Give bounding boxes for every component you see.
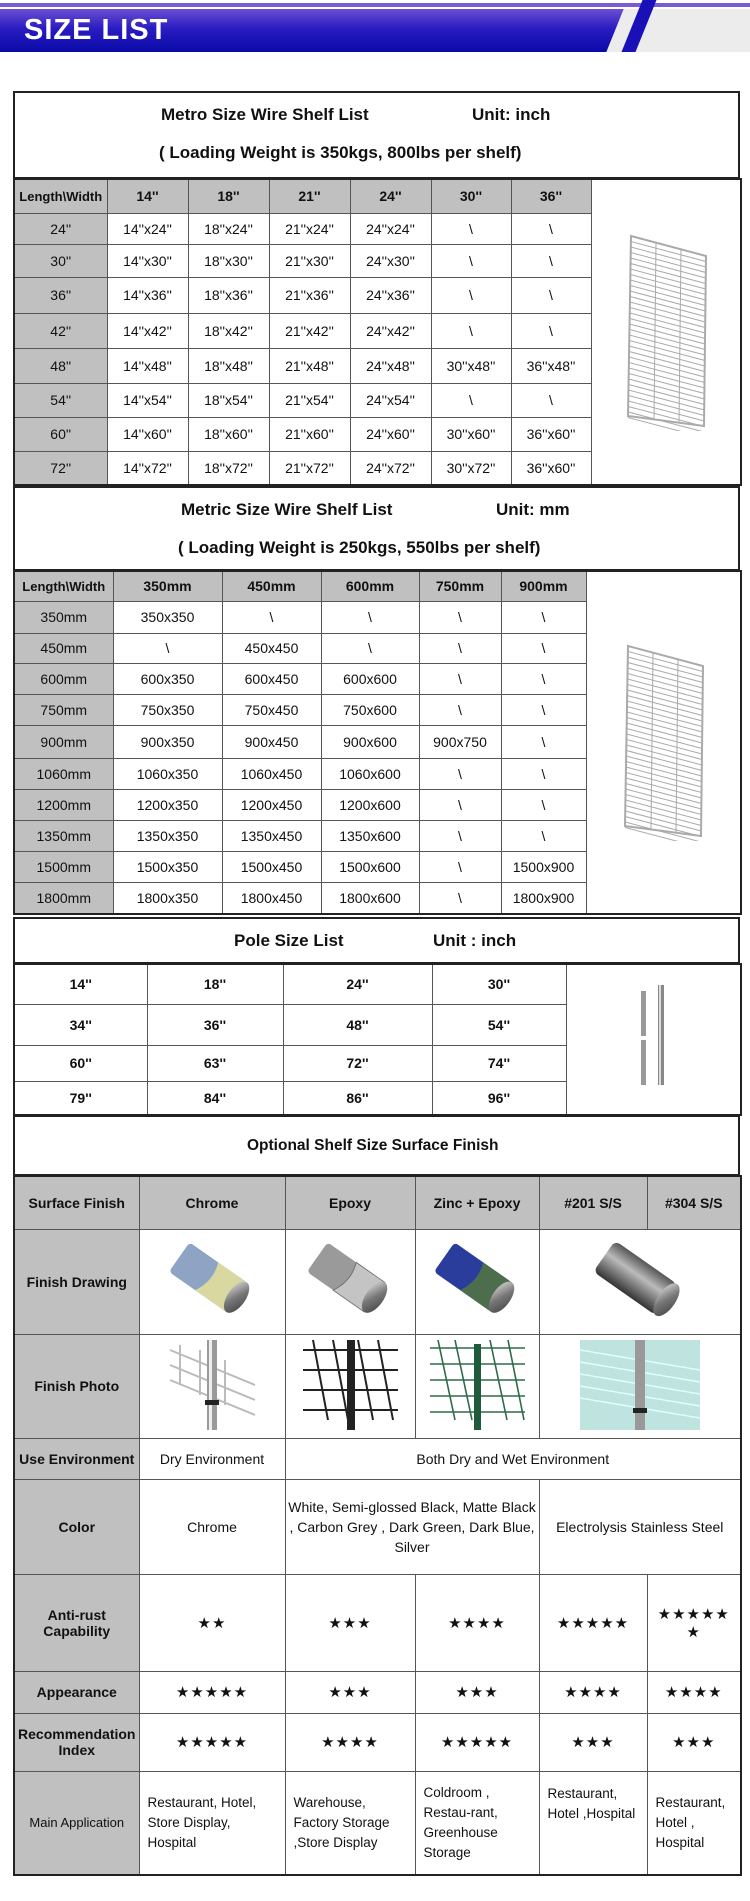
metro-column-header: 36'' [511,179,591,213]
metro-header-row [14,179,741,213]
chrome-cylinder-icon [162,1240,262,1320]
metric-wire-shelf-icon [613,641,713,841]
metric-row-header: 1800mm [14,882,113,914]
other-environment: Both Dry and Wet Environment [285,1438,741,1479]
metric-cell: 1500x600 [321,851,419,882]
metro-column-header: 30'' [431,179,511,213]
metric-cell: 1800x450 [222,882,321,914]
stainless-cylinder-icon [585,1238,695,1323]
metro-cell: 18''x60'' [188,417,269,451]
metric-cell: 1500x450 [222,851,321,882]
metro-cell: 14''x36'' [107,277,188,313]
label-finish-drawing: Finish Drawing [14,1229,139,1334]
pole-size-cell: 48'' [283,1004,432,1045]
metric-cell: \ [419,789,501,820]
stainless-drawing [539,1229,741,1334]
appearance-row [14,1671,741,1713]
metro-cell: \ [511,244,591,277]
metric-size-table [13,570,742,915]
header-zinc-epoxy: Zinc + Epoxy [415,1176,539,1229]
metric-cell: \ [501,789,586,820]
metric-column-header: Length\Width [14,571,113,601]
chrome-recommendation-rating: ★★★★★ [139,1713,285,1771]
metric-row-header: 1200mm [14,789,113,820]
color-row [14,1479,741,1574]
header-201-ss: #201 S/S [539,1176,647,1229]
metro-cell: 14''x54'' [107,383,188,417]
metric-cell: \ [419,633,501,663]
metric-cell: 900x750 [419,725,501,758]
metric-cell: 1800x350 [113,882,222,914]
wire-shelf-icon [616,231,716,431]
ss304-application: Restaurant, Hotel , Hospital [647,1771,741,1875]
chrome-shelf-photo [165,1340,260,1430]
metric-cell: \ [501,820,586,851]
metro-row-header: 36'' [14,277,107,313]
metro-column-header: 21'' [269,179,350,213]
ss304-appearance-rating: ★★★★ [647,1671,741,1713]
metric-cell: \ [419,851,501,882]
metric-cell: \ [419,694,501,725]
metro-cell: 21''x30'' [269,244,350,277]
epoxy-shelf-photo [303,1340,398,1430]
metro-cell: 24''x60'' [350,417,431,451]
metric-cell: 1060x600 [321,758,419,789]
metro-cell: 36''x60'' [511,451,591,485]
pole-size-cell: 79'' [14,1081,147,1115]
finish-header-row [14,1176,741,1229]
metro-row-header: 54'' [14,383,107,417]
metric-cell: 600x600 [321,663,419,694]
label-antirust: Anti-rust Capability [14,1574,139,1671]
metric-cell: 1800x600 [321,882,419,914]
label-appearance: Appearance [14,1671,139,1713]
metric-cell: \ [419,820,501,851]
metric-loading: ( Loading Weight is 250kgs, 550lbs per shelf) [178,538,541,557]
metric-cell: 1800x900 [501,882,586,914]
zinc-epoxy-recommendation-rating: ★★★★★ [415,1713,539,1771]
metro-row-header: 48'' [14,348,107,383]
page-title: SIZE LIST [24,14,169,46]
metro-cell: 18''x30'' [188,244,269,277]
pole-size-cell: 30'' [432,964,566,1004]
header-chrome: Chrome [139,1176,285,1229]
metric-cell: 900x600 [321,725,419,758]
zinc-epoxy-shelf-photo [430,1340,525,1430]
label-main-application: Main Application [14,1771,139,1875]
metric-cell: 750x600 [321,694,419,725]
epoxy-drawing [285,1229,415,1334]
pole-size-cell: 14'' [14,964,147,1004]
metro-title-block [13,91,740,178]
pole-title: Pole Size List [234,931,344,950]
metro-cell: \ [511,277,591,313]
ss201-antirust-rating: ★★★★★ [539,1574,647,1671]
metric-title-block [13,486,740,570]
header-epoxy: Epoxy [285,1176,415,1229]
metro-cell: \ [431,277,511,313]
pole-size-cell: 74'' [432,1045,566,1081]
metro-cell: 14''x30'' [107,244,188,277]
pole-icon [633,983,673,1093]
finish-photo-row [14,1334,741,1438]
zinc-epoxy-drawing [415,1229,539,1334]
metric-cell: 1350x350 [113,820,222,851]
metro-cell: 21''x72'' [269,451,350,485]
metro-cell: 24''x30'' [350,244,431,277]
metro-cell: 21''x42'' [269,313,350,348]
metro-column-header: 18'' [188,179,269,213]
metro-cell: 24''x72'' [350,451,431,485]
label-color: Color [14,1479,139,1574]
pole-size-cell: 36'' [147,1004,283,1045]
epoxy-appearance-rating: ★★★ [285,1671,415,1713]
zinc-epoxy-cylinder-icon [427,1240,527,1320]
chrome-drawing [139,1229,285,1334]
metric-column-header: 350mm [113,571,222,601]
zinc-epoxy-antirust-rating: ★★★★ [415,1574,539,1671]
environment-row [14,1438,741,1479]
epoxy-photo [285,1334,415,1438]
metro-cell: 21''x24'' [269,213,350,244]
metro-cell: \ [511,213,591,244]
pole-unit: Unit : inch [433,931,517,950]
metric-cell: \ [113,633,222,663]
chrome-environment: Dry Environment [139,1438,285,1479]
metro-row-header: 72'' [14,451,107,485]
metro-cell: 14''x60'' [107,417,188,451]
metric-cell: 750x450 [222,694,321,725]
metric-shelf-image [586,571,741,914]
metric-cell: \ [419,758,501,789]
banner-top-line [0,3,750,7]
label-recommendation: Recommendation Index [14,1713,139,1771]
chrome-color: Chrome [139,1479,285,1574]
metric-cell: 750x350 [113,694,222,725]
application-row [14,1771,741,1875]
metric-cell: 600x450 [222,663,321,694]
finish-drawing-row [14,1229,741,1334]
metro-cell: \ [511,383,591,417]
pole-size-table [13,963,742,1116]
metro-row-header: 42'' [14,313,107,348]
metro-cell: 24''x42'' [350,313,431,348]
metro-cell: 21''x36'' [269,277,350,313]
metro-cell: \ [511,313,591,348]
header-304-ss: #304 S/S [647,1176,741,1229]
chrome-antirust-rating: ★★ [139,1574,285,1671]
metric-cell: \ [222,601,321,633]
metric-cell: 600x350 [113,663,222,694]
metro-size-table [13,178,742,486]
epoxy-antirust-rating: ★★★ [285,1574,415,1671]
metro-cell: 18''x24'' [188,213,269,244]
recommendation-row [14,1713,741,1771]
metric-cell: 1500x900 [501,851,586,882]
metric-cell: \ [501,694,586,725]
metro-cell: 18''x48'' [188,348,269,383]
pole-image [566,964,741,1115]
metric-row-header: 1350mm [14,820,113,851]
metric-cell: 1200x600 [321,789,419,820]
stainless-shelf-photo [580,1340,700,1430]
metric-cell: 900x450 [222,725,321,758]
metro-cell: \ [431,313,511,348]
metro-cell: 21''x48'' [269,348,350,383]
pole-row [14,964,741,1004]
epoxy-color: White, Semi-glossed Black, Matte Black , Carbon Grey , Dark Green, Dark Blue, Silver [285,1479,539,1574]
pole-title-block [13,917,740,963]
metro-cell: \ [431,244,511,277]
size-list-banner [0,0,750,56]
metric-cell: \ [419,882,501,914]
metric-cell: \ [419,601,501,633]
metro-column-header: 24'' [350,179,431,213]
metro-cell: 21''x60'' [269,417,350,451]
metro-row-header: 24'' [14,213,107,244]
metric-cell: \ [501,758,586,789]
metric-cell: \ [321,601,419,633]
epoxy-cylinder-icon [300,1240,400,1320]
metro-cell: 30''x60'' [431,417,511,451]
metro-row-header: 30'' [14,244,107,277]
metric-column-header: 900mm [501,571,586,601]
metric-column-header: 450mm [222,571,321,601]
ss201-appearance-rating: ★★★★ [539,1671,647,1713]
ss201-recommendation-rating: ★★★ [539,1713,647,1771]
metric-cell: 1060x450 [222,758,321,789]
metric-row-header: 350mm [14,601,113,633]
metric-cell: \ [501,663,586,694]
metro-cell: 18''x72'' [188,451,269,485]
metro-cell: 18''x42'' [188,313,269,348]
metric-row-header: 600mm [14,663,113,694]
metric-row-header: 1060mm [14,758,113,789]
metric-row-header: 750mm [14,694,113,725]
zinc-epoxy-application: Coldroom , Restau-rant, Greenhouse Storage [415,1771,539,1875]
metro-cell: 24''x48'' [350,348,431,383]
finish-table [13,1175,742,1876]
metro-column-header: Length\Width [14,179,107,213]
ss304-recommendation-rating: ★★★ [647,1713,741,1771]
metric-cell: 1200x450 [222,789,321,820]
metro-cell: 14''x48'' [107,348,188,383]
finish-title-block [13,1115,740,1175]
header-surface-finish: Surface Finish [14,1176,139,1229]
pole-size-cell: 24'' [283,964,432,1004]
metric-cell: 450x450 [222,633,321,663]
metric-cell: 1200x350 [113,789,222,820]
pole-size-cell: 63'' [147,1045,283,1081]
metro-cell: 21''x54'' [269,383,350,417]
metro-cell: 14''x72'' [107,451,188,485]
stainless-color: Electrolysis Stainless Steel [539,1479,741,1574]
zinc-epoxy-appearance-rating: ★★★ [415,1671,539,1713]
metro-cell: 36''x48'' [511,348,591,383]
metric-cell: \ [501,601,586,633]
pole-size-cell: 18'' [147,964,283,1004]
metric-cell: 1350x600 [321,820,419,851]
metric-cell: \ [419,663,501,694]
stainless-photo [539,1334,741,1438]
metro-column-header: 14'' [107,179,188,213]
metro-cell: 18''x36'' [188,277,269,313]
ss201-application: Restaurant, Hotel ,Hospital [539,1771,647,1875]
metric-cell: \ [501,633,586,663]
epoxy-application: Warehouse, Factory Storage ,Store Display [285,1771,415,1875]
metric-cell: 1500x350 [113,851,222,882]
metro-loading: ( Loading Weight is 350kgs, 800lbs per shelf) [159,143,522,162]
metric-cell: 350x350 [113,601,222,633]
label-use-environment: Use Environment [14,1438,139,1479]
metric-column-header: 600mm [321,571,419,601]
metro-cell: 36''x60'' [511,417,591,451]
finish-title: Optional Shelf Size Surface Finish [247,1137,499,1154]
metro-cell: 24''x54'' [350,383,431,417]
metro-shelf-image [591,179,741,485]
metro-cell: 30''x72'' [431,451,511,485]
chrome-photo [139,1334,285,1438]
metric-cell: 1350x450 [222,820,321,851]
pole-size-cell: 60'' [14,1045,147,1081]
metro-title: Metro Size Wire Shelf List [161,105,369,124]
antirust-row [14,1574,741,1671]
metro-cell: 30''x48'' [431,348,511,383]
pole-size-cell: 34'' [14,1004,147,1045]
metric-row-header: 450mm [14,633,113,663]
metric-cell: \ [501,725,586,758]
ss304-antirust-rating: ★★★★★★ [647,1574,741,1671]
metric-unit: Unit: mm [496,500,570,519]
metric-column-header: 750mm [419,571,501,601]
zinc-epoxy-photo [415,1334,539,1438]
pole-size-cell: 84'' [147,1081,283,1115]
metro-unit: Unit: inch [472,105,551,124]
pole-size-cell: 54'' [432,1004,566,1045]
metric-row-header: 900mm [14,725,113,758]
metro-cell: 18''x54'' [188,383,269,417]
metro-row-header: 60'' [14,417,107,451]
metro-cell: \ [431,383,511,417]
pole-size-cell: 96'' [432,1081,566,1115]
label-finish-photo: Finish Photo [14,1334,139,1438]
metric-cell: 1060x350 [113,758,222,789]
pole-size-cell: 72'' [283,1045,432,1081]
metric-title: Metric Size Wire Shelf List [181,500,393,519]
chrome-appearance-rating: ★★★★★ [139,1671,285,1713]
chrome-application: Restaurant, Hotel, Store Display, Hospital [139,1771,285,1875]
metro-cell: 24''x24'' [350,213,431,244]
metro-cell: 14''x42'' [107,313,188,348]
metric-row-header: 1500mm [14,851,113,882]
pole-size-cell: 86'' [283,1081,432,1115]
metric-cell: \ [321,633,419,663]
metric-header-row [14,571,741,601]
metro-cell: \ [431,213,511,244]
metric-cell: 900x350 [113,725,222,758]
metro-cell: 14''x24'' [107,213,188,244]
metro-cell: 24''x36'' [350,277,431,313]
epoxy-recommendation-rating: ★★★★ [285,1713,415,1771]
